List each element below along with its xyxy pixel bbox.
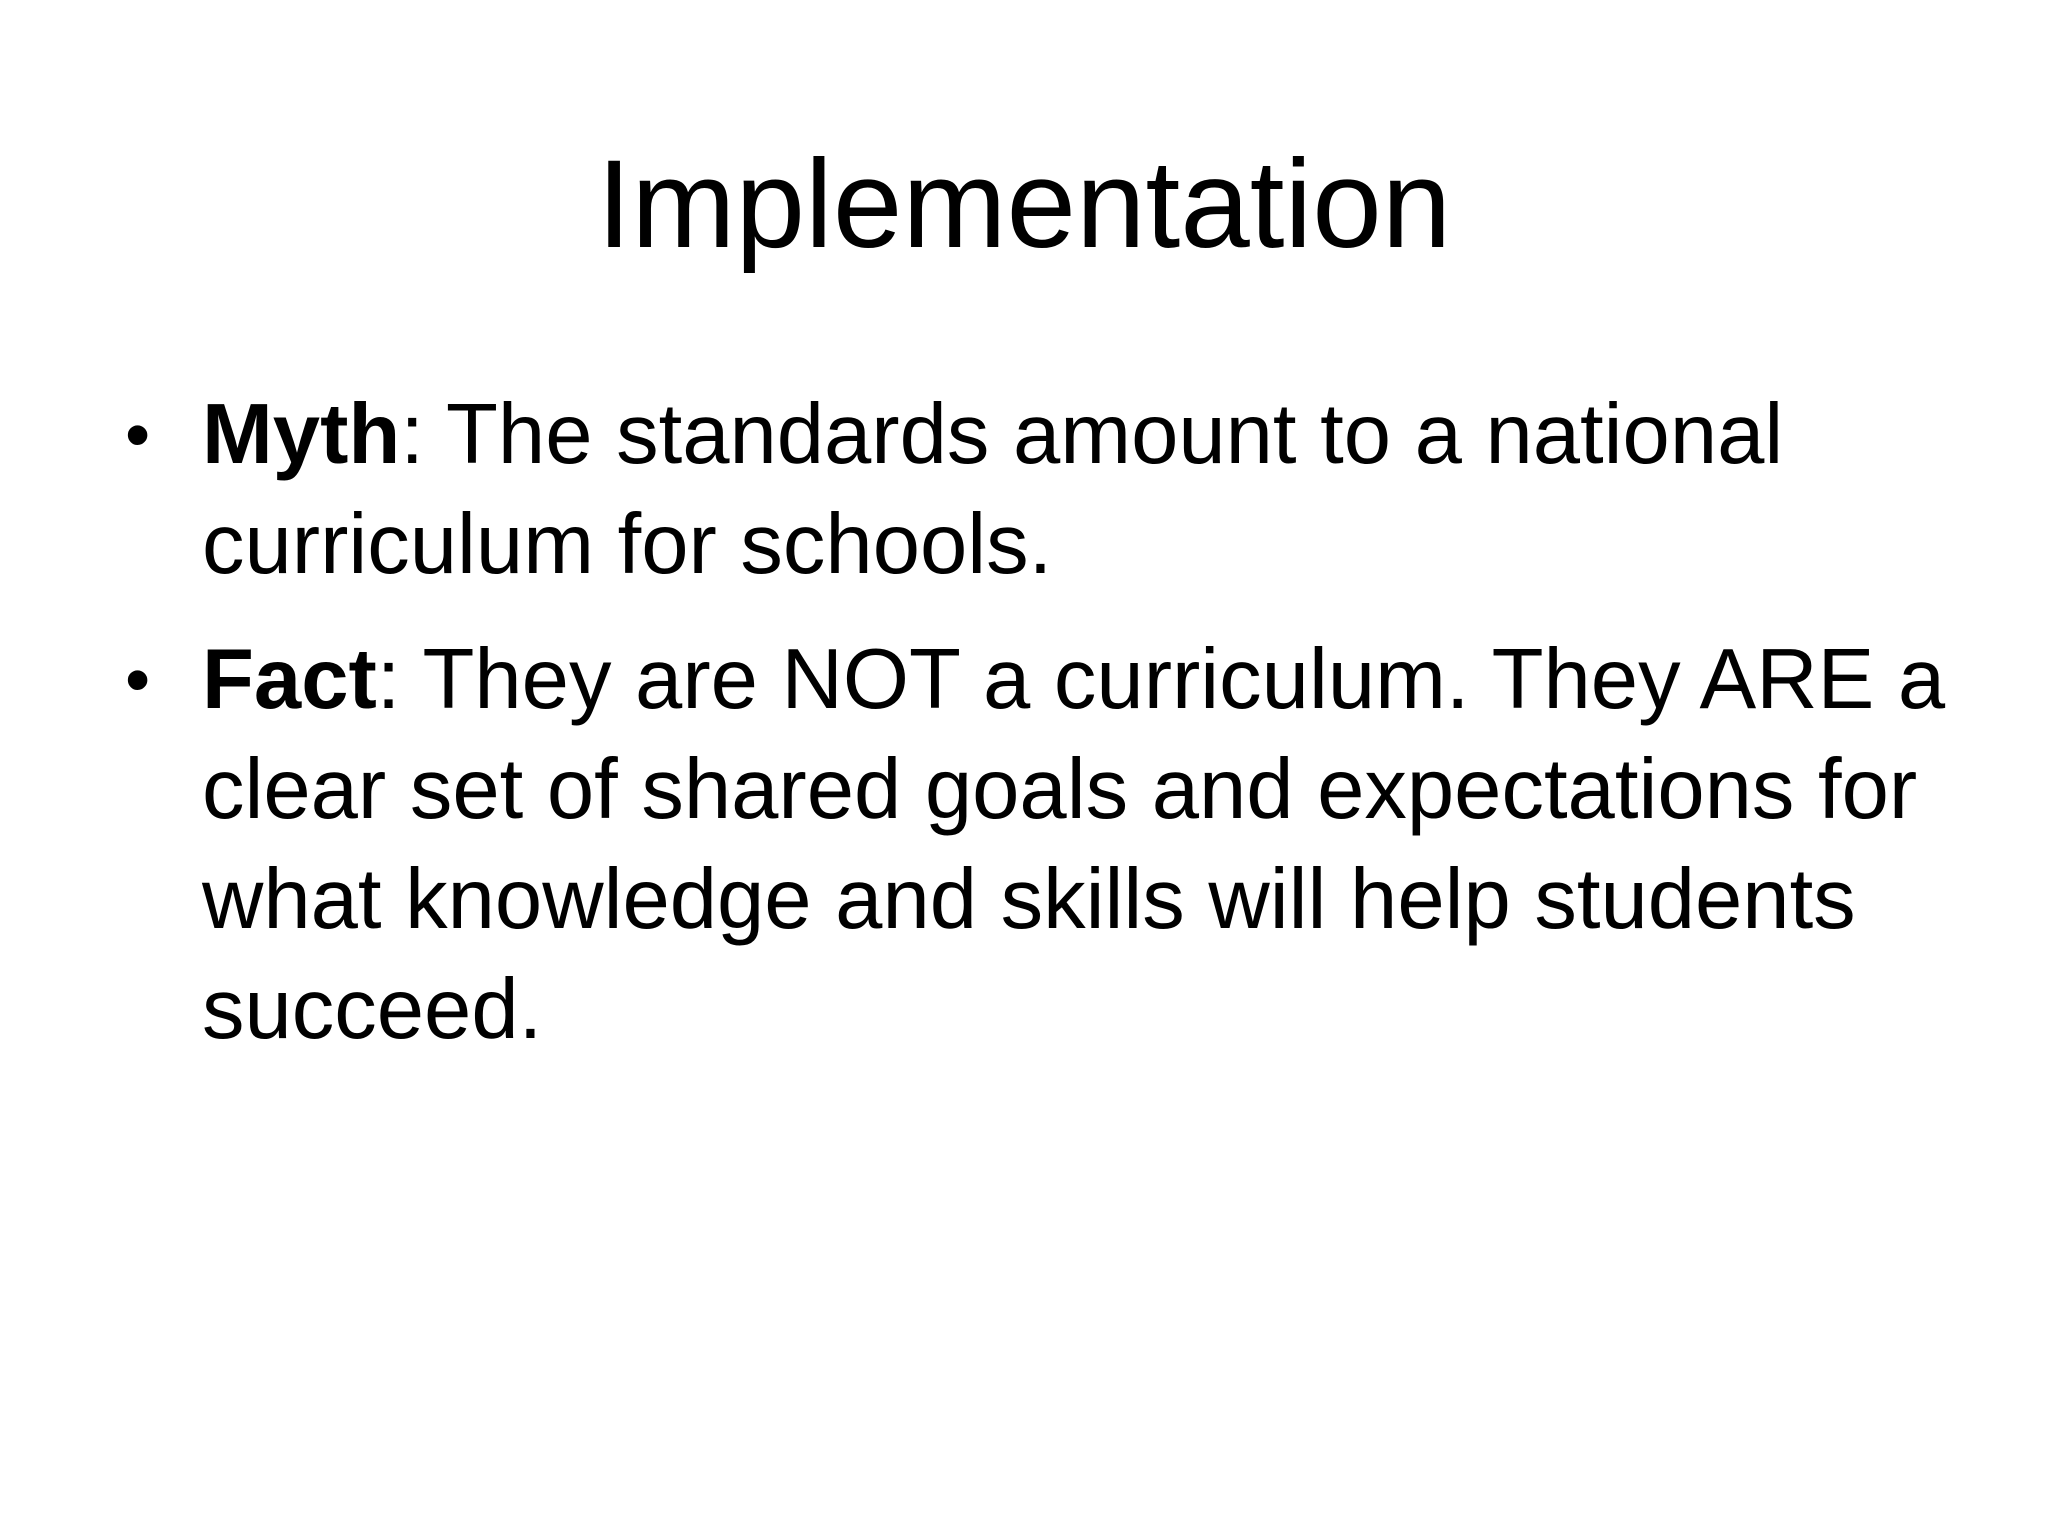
bullet-list — [120, 380, 1950, 1090]
bullet-lead-myth: Myth — [202, 387, 401, 482]
slide-title: Implementation — [596, 135, 1452, 274]
bullet-text-fact: : They are NOT a curriculum. They ARE a clear set of shared goals and expectations for what knowledge and skills will help students succeed. — [202, 632, 1946, 1057]
bullet-text-myth: : The standards amount to a national curriculum for schools. — [202, 387, 1784, 592]
bullet-fact — [120, 625, 1950, 1065]
bullet-marker: • — [125, 640, 151, 720]
bullet-myth — [120, 380, 1950, 600]
bullet-lead-fact: Fact — [202, 632, 377, 727]
bullet-marker: • — [125, 395, 151, 475]
